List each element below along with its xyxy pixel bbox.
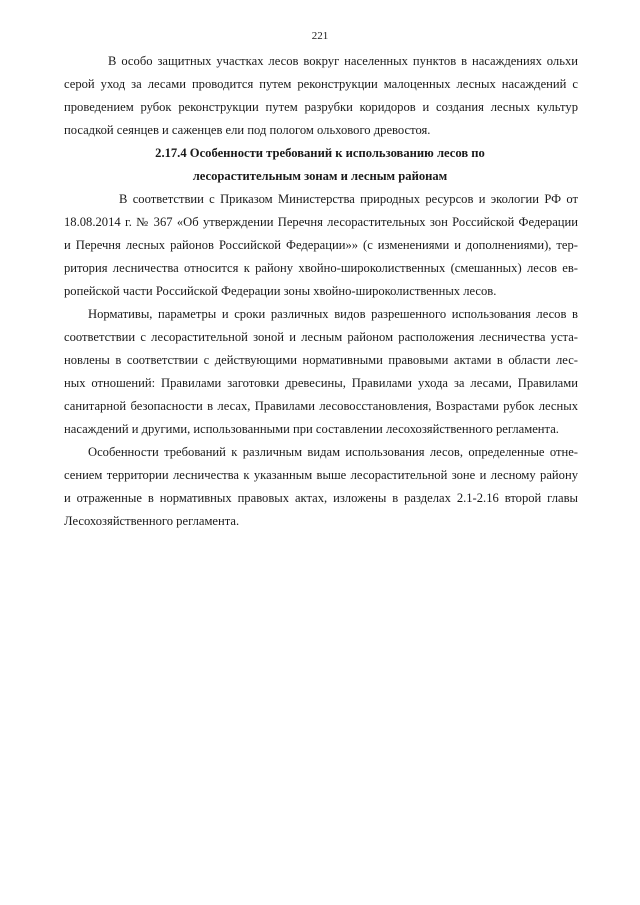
- section-heading-line-2: лесорастительным зонам и лесным районам: [192, 169, 448, 183]
- paragraph-line: ритория лесничества относится к району хвойно-широколиственных (смешанных) лесов ев-: [64, 261, 578, 275]
- paragraph-line: и Перечня лесных районов Российской Федерации»» (с изменениями и дополнениями), тер-: [64, 238, 578, 252]
- paragraph-line: ропейской части Российской Федерации зоны хвойно-широколиственных лесов.: [64, 284, 497, 298]
- section-heading-line-1: 2.17.4 Особенности требований к использованию лесов по: [155, 146, 485, 160]
- paragraph-line: ных отношений: Правилами заготовки древесины, Правилами ухода за лесами, Правилами: [64, 376, 578, 390]
- paragraph-line: проведением рубок реконструкции путем разрубки коридоров и создания лесных культур: [64, 100, 578, 114]
- paragraph-line: сением территории лесничества к указанным выше лесорастительной зоне и лесному району: [64, 468, 578, 482]
- paragraph-line: В особо защитных участках лесов вокруг населенных пунктов в насаждениях ольхи: [108, 54, 578, 68]
- paragraph-line: санитарной безопасности в лесах, Правилами лесовосстановления, Возрастами рубок лесных: [64, 399, 578, 413]
- paragraph-line: насаждений и другими, использованными при составлении лесохозяйственного регламента.: [64, 422, 559, 436]
- page-number: 221: [311, 30, 329, 42]
- paragraph-line: и отраженные в нормативных правовых актах, изложены в разделах 2.1-2.16 второй главы: [64, 491, 578, 505]
- paragraph-line: Нормативы, параметры и сроки различных видов разрешенного использования лесов в: [88, 307, 578, 321]
- paragraph-line: В соответствии с Приказом Министерства природных ресурсов и экологии РФ от: [119, 192, 578, 206]
- paragraph-line: Особенности требований к различным видам использования лесов, определенные отне-: [88, 445, 578, 459]
- paragraph-line: соответствии с лесорастительной зоной и лесным районом расположения лесничества уста-: [64, 330, 578, 344]
- paragraph-line: Лесохозяйственного регламента.: [64, 514, 240, 528]
- paragraph-line: новлены в соответствии с действующими нормативными правовыми актами в области лес-: [64, 353, 578, 367]
- paragraph-line: посадкой сеянцев и саженцев ели под пологом ольхового древостоя.: [64, 123, 431, 137]
- paragraph-line: серой уход за лесами проводится путем реконструкции малоценных лесных насаждений с: [64, 77, 578, 91]
- paragraph-line: 18.08.2014 г. № 367 «Об утверждении Перечня лесорастительных зон Российской Федерации: [64, 215, 578, 229]
